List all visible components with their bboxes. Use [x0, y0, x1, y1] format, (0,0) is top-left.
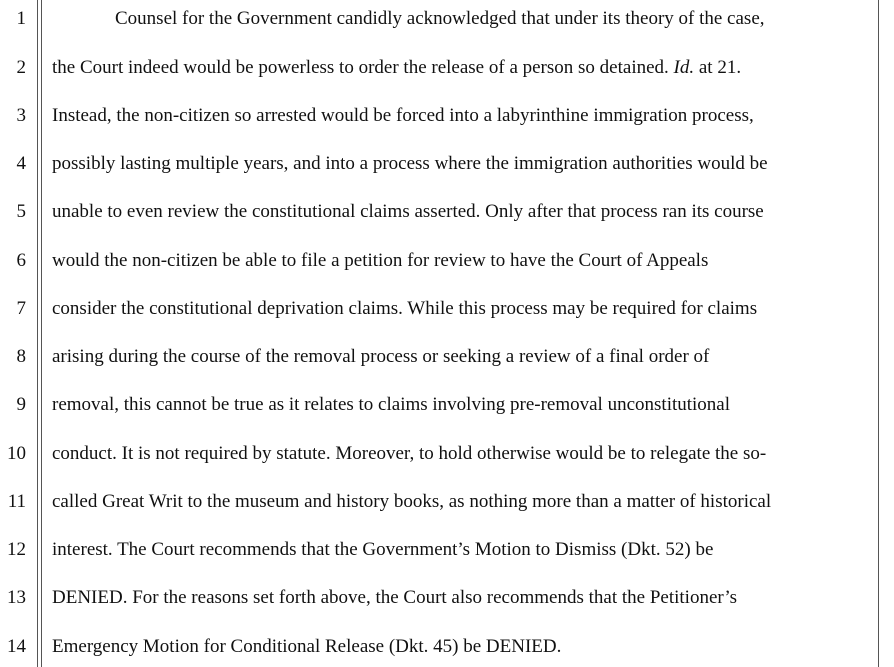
line-number: 5 [16, 201, 26, 222]
paragraph-line: consider the constitutional deprivation claims. While this process may be required for claims [52, 298, 758, 319]
paragraph-line: would the non-citizen be able to file a petition for review to have the Court of Appeals [52, 250, 709, 271]
paragraph-line: Instead, the non-citizen so arrested would be forced into a labyrinthine immigration process, [52, 105, 754, 126]
paragraph-line: interest. The Court recommends that the Government’s Motion to Dismiss (Dkt. 52) be [52, 539, 714, 560]
line-number: 14 [7, 636, 26, 657]
line-number: 8 [16, 346, 26, 367]
paragraph-line: called Great Writ to the museum and history books, as nothing more than a matter of historical [52, 491, 772, 512]
line-number: 12 [7, 539, 26, 560]
citation-pin: at 21. [694, 57, 742, 78]
line-number: 13 [7, 587, 26, 608]
left-margin-rule [37, 0, 38, 667]
paragraph-line: possibly lasting multiple years, and into a process where the immigration authorities would be [52, 153, 768, 174]
line-number: 10 [7, 443, 26, 464]
paragraph-line: arising during the course of the removal process or seeking a review of a final order of [52, 346, 710, 367]
right-margin-rule [878, 0, 879, 667]
paragraph-line: Counsel for the Government candidly acknowledged that under its theory of the case, [115, 8, 765, 29]
paragraph-line: unable to even review the constitutional claims asserted. Only after that process ran its course [52, 201, 764, 222]
line-number: 1 [16, 8, 26, 29]
paragraph-line: removal, this cannot be true as it relates to claims involving pre-removal unconstitutional [52, 394, 731, 415]
citation-id: Id. [673, 57, 695, 78]
paragraph-line: conduct. It is not required by statute. Moreover, to hold otherwise would be to relegate the so- [52, 443, 767, 464]
line-number: 2 [16, 57, 26, 78]
line-number: 4 [16, 153, 26, 174]
line-number: 6 [16, 250, 26, 271]
paragraph-line [52, 56, 872, 80]
paragraph-line-text: the Court indeed would be powerless to order the release of a person so detained. [52, 57, 669, 78]
paragraph-line: DENIED. For the reasons set forth above, the Court also recommends that the Petitioner’s [52, 587, 738, 608]
line-number: 11 [7, 491, 26, 512]
line-number: 9 [16, 394, 26, 415]
paragraph-line: Emergency Motion for Conditional Release (Dkt. 45) be DENIED. [52, 636, 562, 657]
line-number: 3 [16, 105, 26, 126]
line-number: 7 [16, 298, 26, 319]
left-margin-rule-inner [41, 0, 42, 667]
